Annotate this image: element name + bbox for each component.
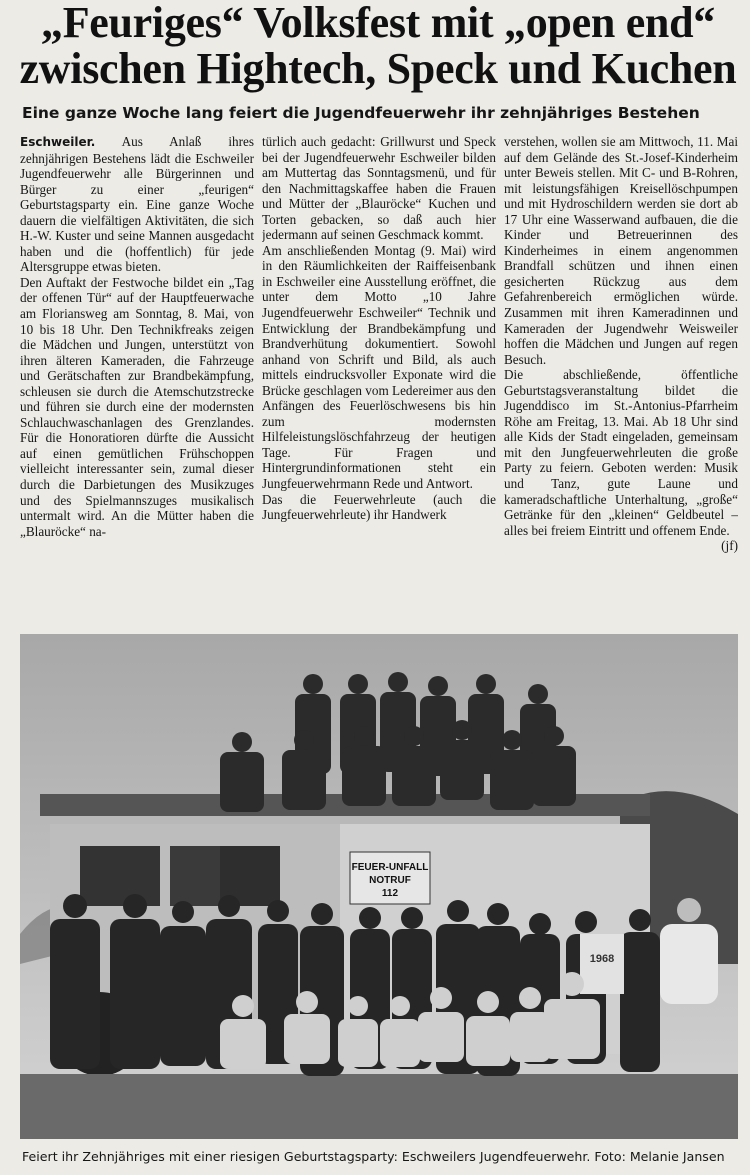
group-photo	[20, 634, 738, 1139]
paragraph-text: Die abschließende, öffentliche Geburtstagsveranstaltung bildet die Jugenddisco im St.-Antonius-Pfarrheim Röhe am Freitag, 13. Mai. Ab 18 Uhr sind alle Kids der Stadt eingeladen, gemeinsam mit den Jungfeuerwehrleuten die große Party zu feiern. Geboten werden: Musik und Tanz, gute Laune und kameradschaftliche Unterhaltung, „große“ Getränke für den „kleinen“ Geldbeutel – alles bei freiem Eintritt und offenem Ende.	[504, 367, 738, 538]
headline-line-1: „Feuriges“ Volksfest mit „open end“	[41, 0, 715, 47]
article-body	[20, 134, 738, 620]
article-column-2	[262, 134, 496, 620]
paragraph: Den Auftakt der Festwoche bildet ein „Tag der offenen Tür“ auf der Hauptfeuerwache am Floriansweg am Sonntag, 8. Mai, von 10 bis 18 Uhr. Den Technikfreaks zeigen die Mädchen und Jungen, unterstützt von ihren älteren Kameraden, die Fahrzeuge und Gerätschaften zur Brandbekämpfung, schleusen sie durch die Atemschutzstrecke und führen sie durch eine der modernsten Schlauchwaschanlagen des Grenzlandes. Für die Honoratioren dürfte die Aussicht auf einen gemütlichen Frühschoppen vielleicht interessanter sein, zumal dieser durch die Darbietungen des Musikzuges und des Spielmannszuges musikalisch untermalt wird. An die Mütter haben die „Blauröcke“ na-	[20, 274, 254, 539]
author-initials: (jf)	[721, 538, 738, 554]
paragraph: Am anschließenden Montag (9. Mai) wird in den Räumlichkeiten der Raiffeisenbank in Eschweiler eine Ausstellung eröffnet, die unter dem Motto „10 Jahre Jugendfeuerwehr Eschweiler“ Technik und Entwicklung der Brandbekämpfung und Brandverhütung dokumentiert. Sowohl anhand von Schrift und Bild, als auch mittels eindrucksvoller Exponate wird die Brücke geschlagen vom Ledereimer aus den Anfängen des Feuerlöschwesens bis hin zum modernsten Hilfeleistungslöschfahrzeug der heutigen Tage. Für Fragen und Hintergrundinformationen steht ein Jungfeuerwehrmann Rede und Antwort.	[262, 242, 496, 492]
man-in-light-jacket	[660, 924, 718, 1004]
paragraph	[20, 134, 254, 275]
article-column-3	[504, 134, 738, 620]
subheadline: Eine ganze Woche lang feiert die Jugendfeuerwehr ihr zehnjähriges Bestehen	[22, 104, 700, 122]
paragraph: türlich auch gedacht: Grillwurst und Speck bei der Jugendfeuerwehr Eschweiler bilden am Muttertag das Sonntagsmenü, und für den Nachmittagskaffee haben die Frauen und Mütter der „Blauröcke“ Kuchen und Torten gebacken, so daß auch hier jedermann auf seinen Geschmack kommt.	[262, 134, 496, 243]
ground	[20, 1074, 738, 1139]
tshirt-print: 1968	[589, 953, 615, 965]
paragraph: Das die Feuerwehrleute (auch die Jungfeuerwehrleute) ihr Handwerk	[262, 491, 496, 523]
truck-sign-line-2: NOTRUF	[369, 875, 411, 886]
photo-illustration	[20, 634, 738, 1139]
truck-window	[80, 846, 160, 906]
photo-caption: Feiert ihr Zehnjähriges mit einer riesigen Geburtstagsparty: Eschweilers Jugendfeuerwehr. Foto: Melanie Jansen	[22, 1149, 725, 1164]
dateline: Eschweiler.	[20, 135, 96, 149]
paragraph	[504, 367, 738, 554]
truck-sign-line-1: FEUER-UNFALL	[351, 862, 429, 873]
article-column-1	[20, 134, 254, 620]
truck-sign-line-3: 112	[381, 888, 399, 899]
paragraph: verstehen, wollen sie am Mittwoch, 11. Mai auf dem Gelände des St.-Josef-Kinderheim unter Beweis stellen. Mit C- und B-Rohren, mit leistungsfähigen Kreisellöschpumpen und mit Hydroschildern werden sie dort ab 17 Uhr eine Wasserwand aufbauen, die die Kinder und Betreuerinnen des Kinderheimes in einem angenommen Brandfall schützen und ihnen einen gesicherten Rückzug aus dem Gefahrenbereich ermöglichen würde. Zusammen mit ihren Kameradinnen und Kameraden der Jugendwehr Weisweiler hoffen die Mädchen und Jungen auf regen Besuch.	[504, 134, 738, 367]
headline	[8, 0, 748, 92]
headline-line-2: zwischen Hightech, Speck und Kuchen	[19, 44, 737, 93]
lead-text: Aus Anlaß ihres zehnjährigen Bestehens lädt die Eschweiler Jugendfeuerwehr alle Bürgerinnen und Bürger zu einer „feurigen“ Geburtstagsparty ein. Eine ganze Woche dauern die vielfältigen Aktivitäten, die sich H.-W. Kuster und seine Mannen ausgedacht haben und die (hoffentlich) für jede Altersgruppe etwas bieten.	[20, 134, 254, 275]
head	[677, 898, 701, 922]
